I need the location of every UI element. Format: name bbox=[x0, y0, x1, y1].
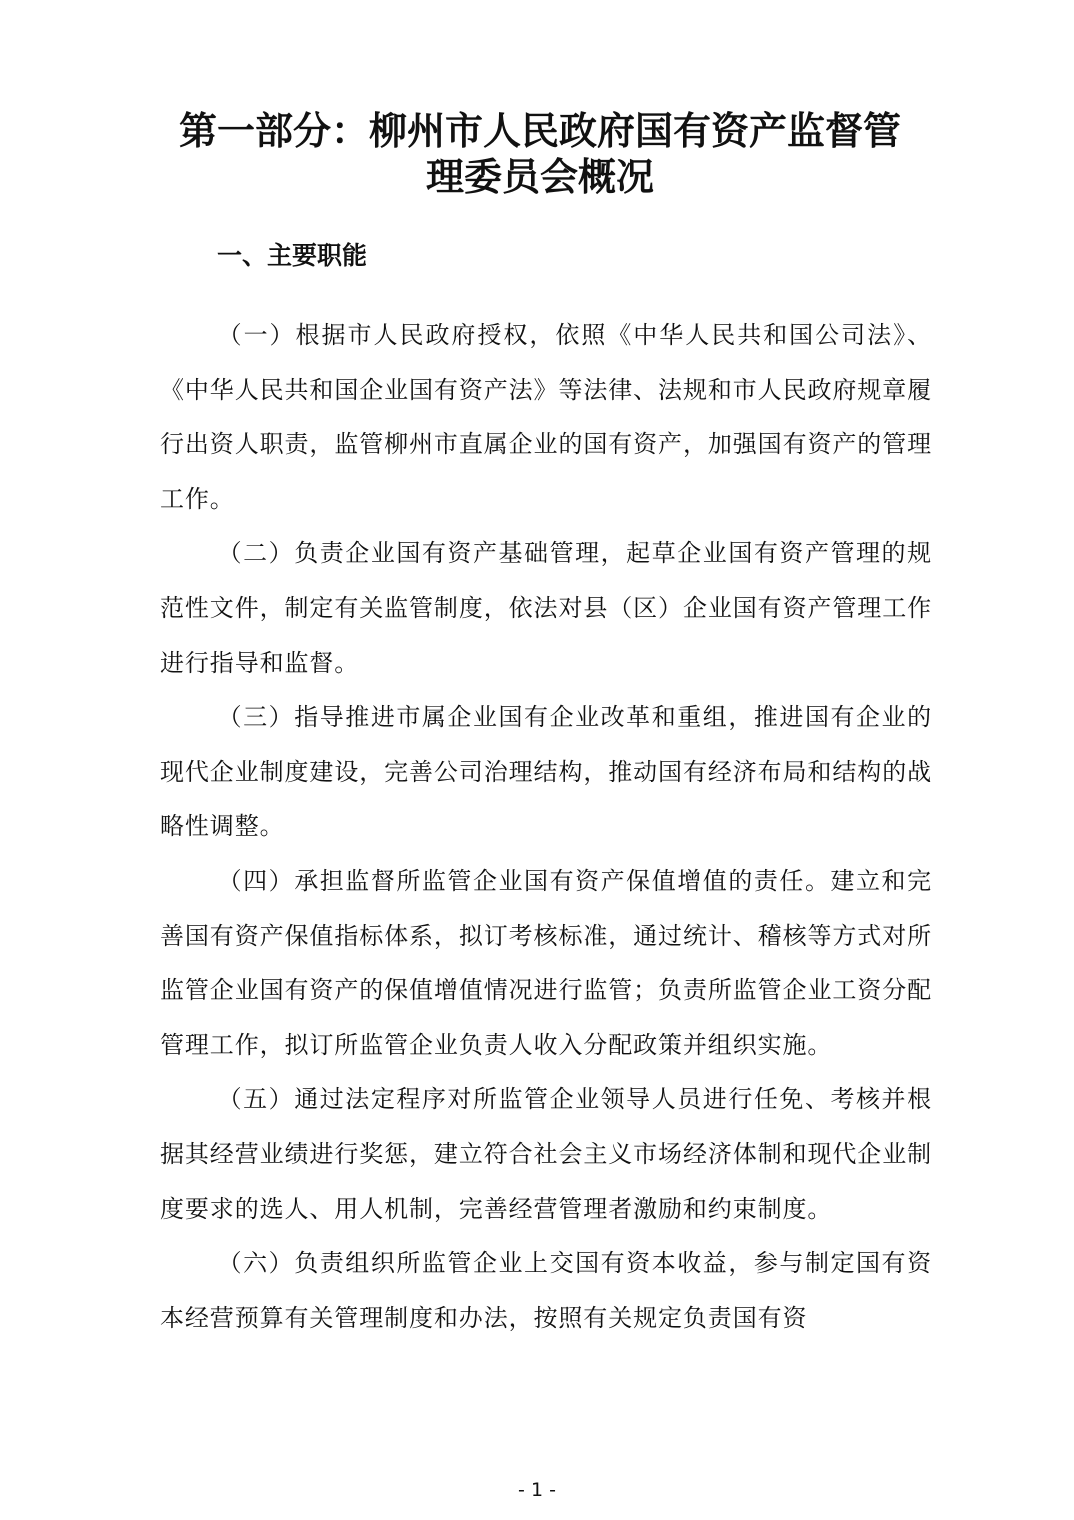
body-text bbox=[160, 308, 932, 1345]
page-title-line-1: 第一部分：柳州市人民政府国有资产监督管 bbox=[178, 109, 901, 153]
paragraph-5: （五）通过法定程序对所监管企业领导人员进行任免、考核并根据其经营业绩进行奖惩，建立符合社会主义市场经济体制和现代企业制度要求的选人、用人机制，完善经营管理者激励和约束制度。 bbox=[160, 1085, 932, 1223]
page-number: - 1 - bbox=[518, 1479, 556, 1501]
paragraph-4: （四）承担监督所监管企业国有资产保值增值的责任。建立和完善国有资产保值指标体系，拟订考核标准，通过统计、稽核等方式对所监管企业国有资产的保值增值情况进行监管；负责所监管企业工资分配管理工作，拟订所监管企业负责人收入分配政策并组织实施。 bbox=[160, 866, 932, 1059]
page-title bbox=[150, 108, 930, 200]
paragraph-1: （一）根据市人民政府授权，依照《中华人民共和国公司法》、《中华人民共和国企业国有资产法》等法律、法规和市人民政府规章履行出资人职责，监管柳州市直属企业的国有资产，加强国有资产的管理工作。 bbox=[160, 321, 932, 513]
page-title-line-2: 理委员会概况 bbox=[425, 155, 654, 199]
paragraph-2: （二）负责企业国有资产基础管理，起草企业国有资产管理的规范性文件，制定有关监管制度，依法对县（区）企业国有资产管理工作进行指导和监督。 bbox=[160, 539, 932, 677]
paragraph-6: （六）负责组织所监管企业上交国有资本收益，参与制定国有资本经营预算有关管理制度和办法，按照有关规定负责国有资 bbox=[160, 1249, 932, 1332]
paragraph-3: （三）指导推进市属企业国有企业改革和重组，推进国有企业的现代企业制度建设，完善公司治理结构，推动国有经济布局和结构的战略性调整。 bbox=[160, 703, 932, 841]
section-heading: 一、主要职能 bbox=[217, 241, 368, 270]
